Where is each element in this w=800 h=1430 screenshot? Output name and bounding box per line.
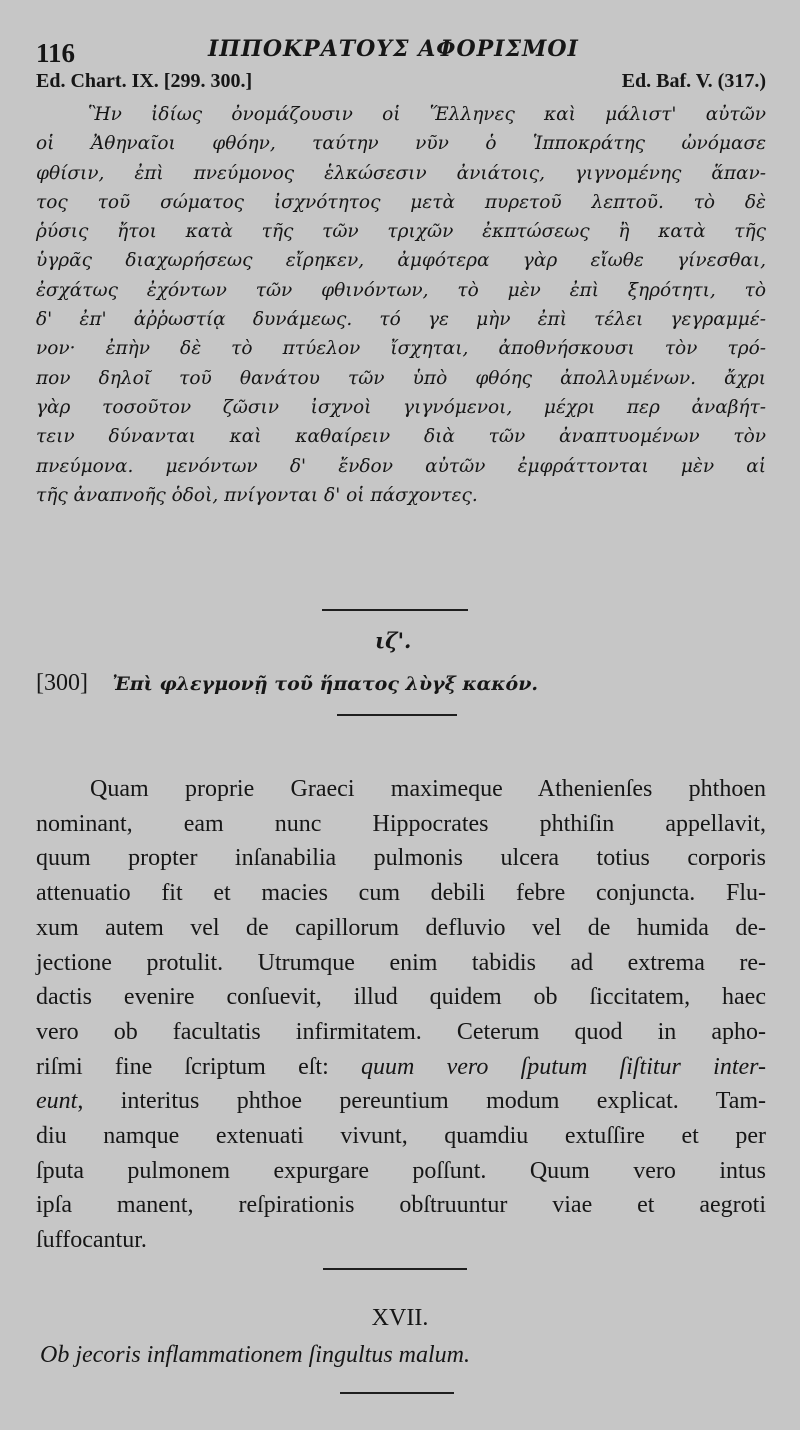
latin-line — [36, 1015, 766, 1050]
greek-line: ὑγρᾶς διαχωρήσεως εἴρηκεν, ἀμφότερα γὰρ εἴωθε γίνεσθαι, — [36, 250, 766, 272]
latin-commentary — [36, 772, 766, 1258]
greek-line: φθίσιν, ἐπὶ πνεύμονος ἑλκώσεσιν ἀνιάτοις, γιγνομένης ἅπαν- — [36, 162, 766, 184]
latin-text: riſmi fine ſcriptum eſt: — [36, 1053, 361, 1080]
greek-line: δ' ἐπ' ἀῤῥωστίᾳ δυνάμεως. τό γε μὴν ἐπὶ τέλει γεγραμμέ- — [36, 309, 766, 331]
latin-text: , interitus phthoe pereuntium modum explicat. Tam- — [77, 1088, 766, 1115]
latin-text: jectione protulit. Utrumque enim tabidis ad extrema re- — [36, 949, 766, 976]
latin-text: vero ob facultatis infirmitatem. Ceterum quod in apho- — [36, 1018, 766, 1045]
greek-line: πνεύμονα. μενόντων δ' ἔνδον αὐτῶν ἐμφράττονται μὲν αἱ — [36, 455, 766, 477]
section-rule — [337, 714, 457, 716]
edition-left: Ed. Chart. IX. [299. 300.] — [36, 70, 253, 92]
aphorism-latin-text: Ob jecoris inflammationem ſingultus malum. — [40, 1342, 470, 1368]
aphorism-greek-text: Ἐπὶ φλεγμονῇ τοῦ ἥπατος λὺγξ κακόν. — [112, 673, 539, 695]
aphorism-greek — [36, 670, 766, 697]
latin-line — [36, 1188, 766, 1223]
aphorism-latin-numeral: XVII. — [371, 1305, 429, 1331]
latin-text: ſputa pulmonem expurgare poſſunt. Quum vero intus — [36, 1157, 766, 1184]
greek-line: ῥύσις ἤτοι κατὰ τῆς τῶν τριχῶν ἐκπτώσεως ἢ κατὰ τῆς — [36, 221, 766, 243]
latin-text: diu namque extenuati vivunt, quamdiu extuſſire et per — [36, 1123, 766, 1150]
latin-line — [36, 1050, 766, 1085]
latin-line — [36, 772, 766, 807]
edition-reference-line — [36, 70, 766, 100]
greek-commentary — [36, 100, 766, 510]
latin-line — [36, 946, 766, 981]
bracket-page-reference: [300] — [36, 670, 88, 696]
greek-line: ἐσχάτως ἐχόντων τῶν φθινόντων, τὸ μὲν ἐπὶ ξηρότητι, τὸ — [36, 279, 766, 301]
latin-line — [36, 807, 766, 842]
latin-text: Quam proprie Graeci maximeque Athenienſes phthoen — [90, 776, 766, 802]
section-rule — [340, 1392, 454, 1394]
greek-line: νον· ἐπὴν δὲ τὸ πτύελον ἴσχηται, ἀποθνήσκουσι τὸν τρό- — [36, 338, 766, 360]
latin-line — [36, 911, 766, 946]
section-rule — [322, 609, 468, 611]
running-title: ΙΠΠΟΚΡΑΤΟΥΣ ΑΦΟΡΙΣΜΟΙ — [208, 36, 579, 62]
aphorism-greek-numeral: ιζ'. — [375, 628, 412, 653]
greek-line: γὰρ τοσοῦτον ζῶσιν ἰσχνοὶ γιγνόμενοι, μέχρι περ ἀναβήτ- — [36, 396, 766, 418]
latin-line — [36, 1223, 766, 1258]
latin-text: dactis evenire conſuevit, illud quidem ob ſiccitatem, haec — [36, 984, 766, 1011]
greek-line: τῆς ἀναπνοῆς ὁδοὶ, πνίγονται δ' οἱ πάσχοντες. — [36, 484, 478, 506]
latin-quotation: eunt — [36, 1088, 78, 1115]
latin-text: ipſa manent, reſpirationis obſtruuntur viae et aegroti — [36, 1192, 766, 1219]
section-rule — [323, 1268, 467, 1270]
greek-line: Ἣν ἰδίως ὀνομάζουσιν οἱ Ἕλληνες καὶ μάλιστ' αὐτῶν — [88, 104, 766, 125]
latin-line — [36, 1084, 766, 1119]
greek-line: τος τοῦ σώματος ἰσχνότητος μετὰ πυρετοῦ λεπτοῦ. τὸ δὲ — [36, 191, 766, 213]
latin-text: attenuatio fit et macies cum debili febre conjuncta. Flu- — [36, 880, 766, 907]
latin-text: xum autem vel de capillorum defluvio vel de humida de- — [36, 914, 766, 941]
greek-line: οἱ Ἀθηναῖοι φθόην, ταύτην νῦν ὁ Ἱπποκράτης ὠνόμασε — [36, 133, 766, 155]
latin-line — [36, 876, 766, 911]
page-header — [36, 34, 766, 74]
latin-line — [36, 980, 766, 1015]
latin-line — [36, 1154, 766, 1189]
latin-quotation: quum vero ſputum ſiſtitur inter- — [361, 1053, 766, 1080]
latin-line — [36, 841, 766, 876]
latin-text: quum propter inſanabilia pulmonis ulcera totius corporis — [36, 845, 766, 872]
latin-text: ſuffocantur. — [36, 1227, 147, 1254]
greek-line: πον δηλοῖ τοῦ θανάτου τῶν ὑπὸ φθόης ἀπολλυμένων. ἄχρι — [36, 367, 766, 389]
page-number: 116 — [36, 38, 76, 68]
latin-line — [36, 1119, 766, 1154]
latin-text: nominant, eam nunc Hippocrates phthiſin appellavit, — [36, 810, 766, 837]
edition-right: Ed. Baf. V. (317.) — [621, 70, 766, 92]
greek-line: τειν δύνανται καὶ καθαίρειν διὰ τῶν ἀναπτυομένων τὸν — [36, 426, 766, 448]
